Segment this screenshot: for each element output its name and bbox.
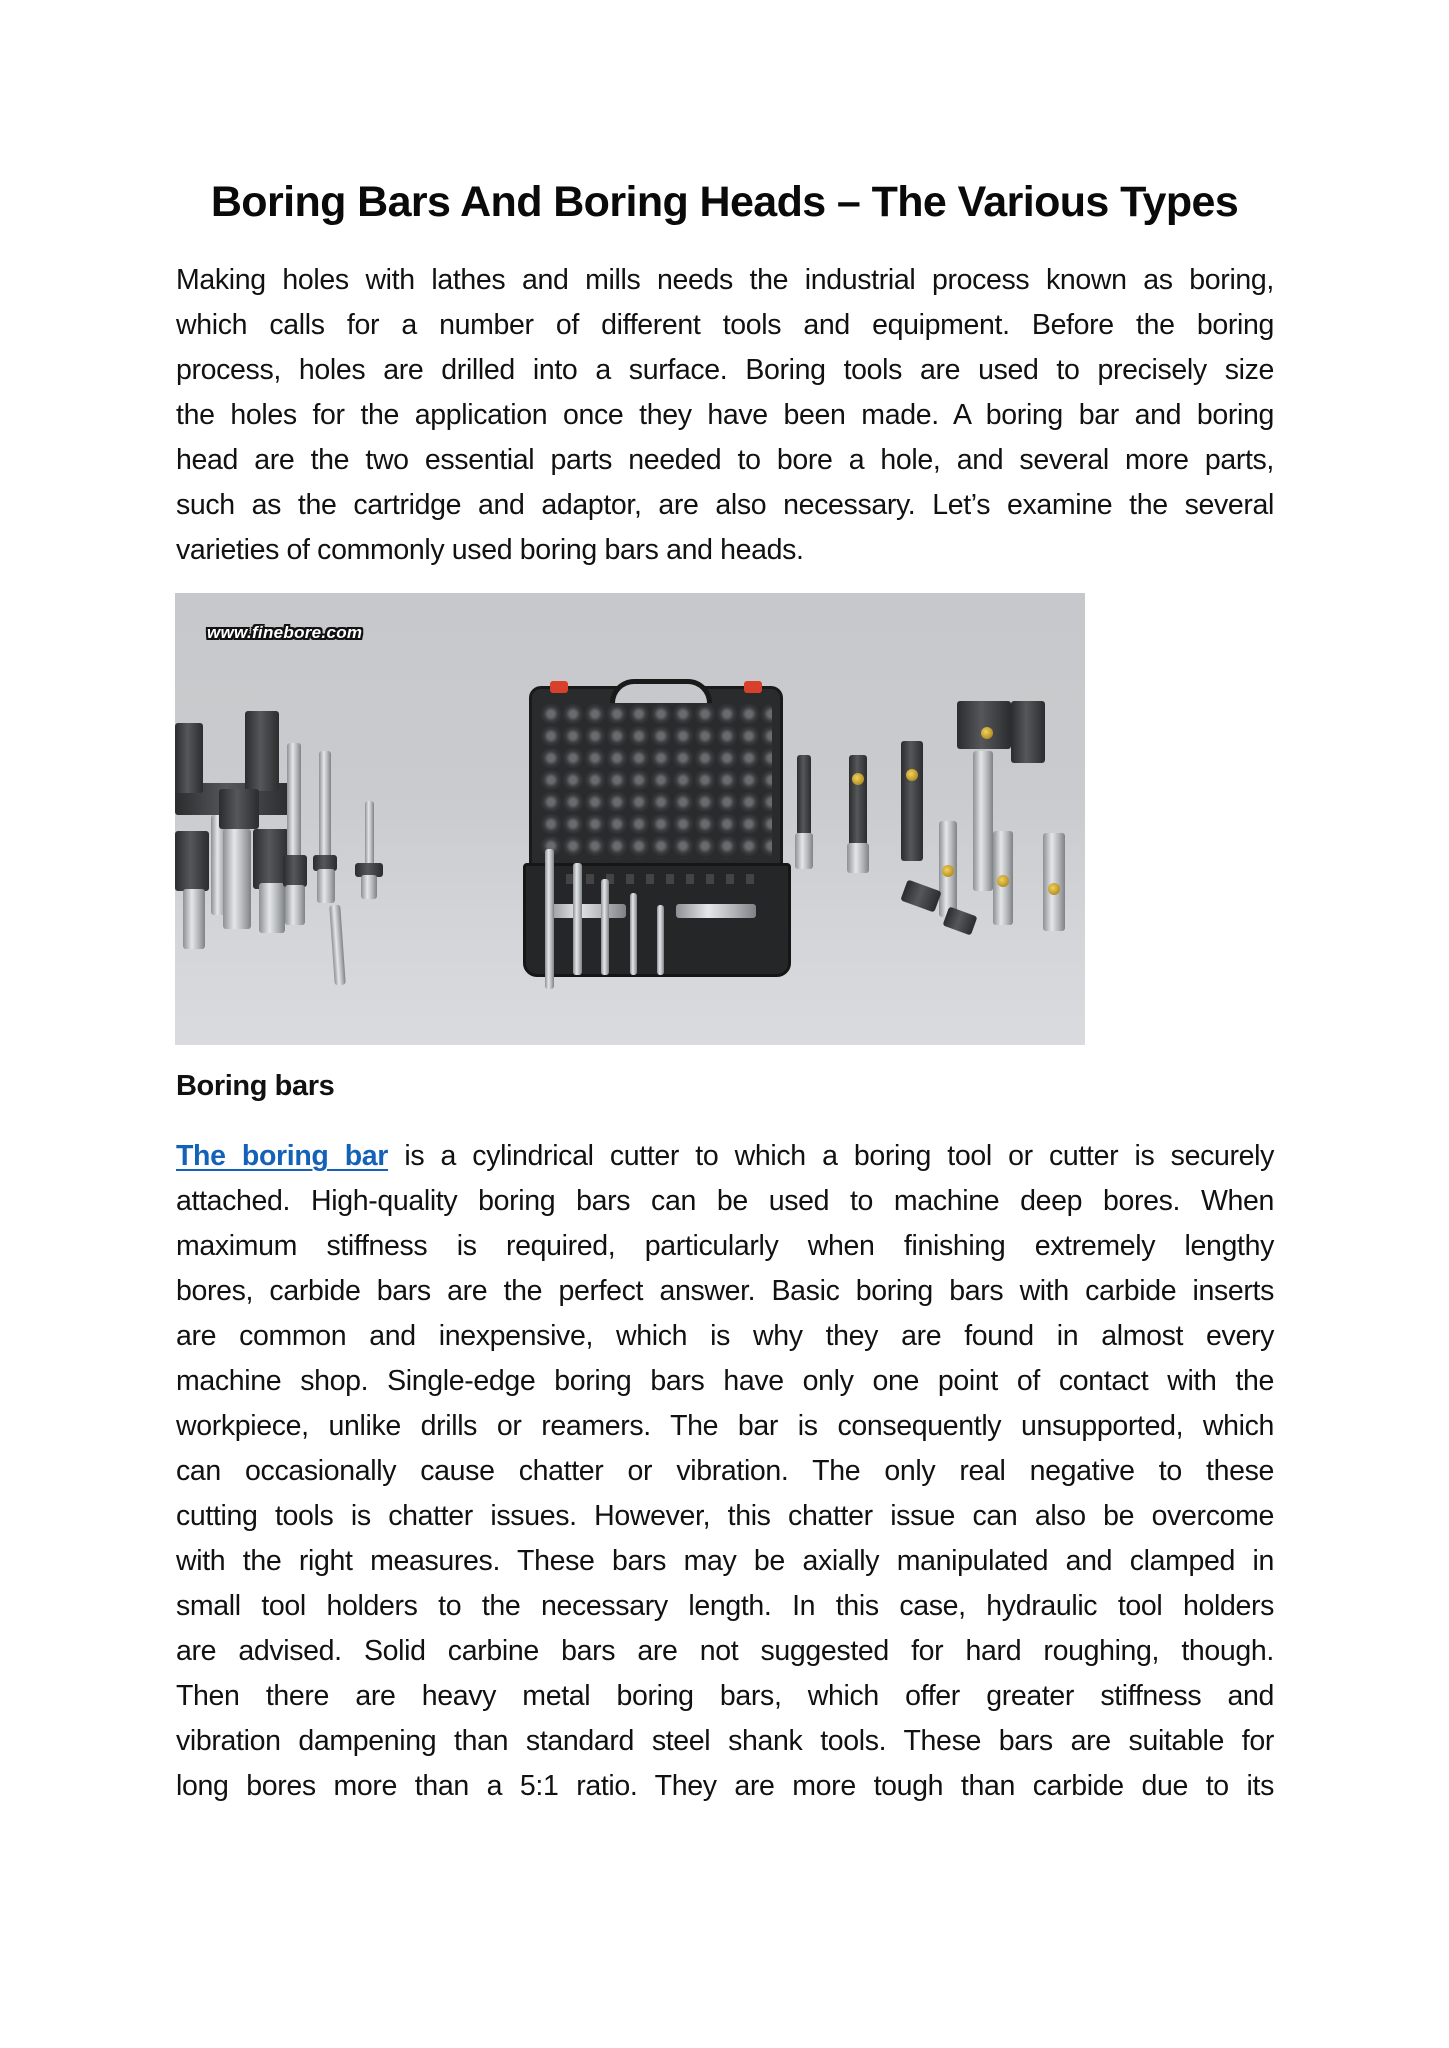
text-line: machine shop. Single-edge boring bars have only one point of contact with the [176,1365,1274,1397]
tool-holder-graphic [676,904,756,918]
boring-head-graphic [957,701,1011,749]
section-paragraph [176,1134,1274,1809]
boring-bar-graphic [319,751,331,861]
text-line: Making holes with lathes and mills needs the industrial process known as boring, [176,264,1274,296]
text-line: cutting tools is chatter issues. However, this chatter issue can also be overcome [176,1500,1274,1532]
text-line: process, holes are drilled into a surface. Boring tools are used to precisely size [176,354,1274,386]
text-line: long bores more than a 5:1 ratio. They are more tough than carbide due to its [176,1770,1274,1802]
boring-tools-photo [175,593,1085,1045]
text-line [176,1134,1274,1179]
section-heading: Boring bars [176,1070,335,1102]
text-line: are advised. Solid carbine bars are not suggested for hard roughing, though. [176,1635,1274,1667]
boring-head-graphic [245,711,279,791]
intro-paragraph [176,258,1274,573]
boring-bar-graphic [849,755,867,847]
adjustment-screw-graphic [981,727,993,739]
text-line: are common and inexpensive, which is why they are found in almost every [176,1320,1274,1352]
boring-bar-graphic [797,755,811,835]
text-line: head are the two essential parts needed to bore a hole, and several more parts, [176,444,1274,476]
text-line: attached. High-quality boring bars can be used to machine deep bores. When [176,1185,1274,1217]
boring-head-graphic [175,831,209,891]
text-line: which calls for a number of different tools and equipment. Before the boring [176,309,1274,341]
text-line: workpiece, unlike drills or reamers. The bar is consequently unsupported, which [176,1410,1274,1442]
boring-bar-graphic [259,883,285,933]
boring-bar-graphic [545,849,554,989]
boring-head-graphic [175,723,203,793]
boring-head-graphic [219,789,259,829]
boring-bar-graphic [973,751,993,891]
cartridge-graphic [942,906,977,935]
boring-bar-graphic [361,875,377,899]
boring-bar-graphic [630,893,637,975]
boring-bar-graphic [183,889,205,949]
text-line: such as the cartridge and adaptor, are also necessary. Let’s examine the several [176,489,1274,521]
watermark-text: www.finebore.com [207,623,363,642]
text-line: can occasionally cause chatter or vibration. The only real negative to these [176,1455,1274,1487]
tool-holder-graphic [546,904,626,918]
text-line: Then there are heavy metal boring bars, which offer greater stiffness and [176,1680,1274,1712]
boring-bar-graphic [601,879,609,975]
adjustment-screw-graphic [852,773,864,785]
text-line: with the right measures. These bars may be axially manipulated and clamped in [176,1545,1274,1577]
case-latch [550,681,568,693]
boring-bar-link[interactable]: The boring bar [176,1140,389,1172]
boring-bar-graphic [285,885,305,925]
boring-bar-graphic [847,843,869,873]
boring-bar-graphic [329,905,346,986]
text-span: is a cylindrical cutter to which a boring tool or cutter is securely [388,1140,1274,1172]
text-line: vibration dampening than standard steel shank tools. These bars are suitable for [176,1725,1274,1757]
text-line: varieties of commonly used boring bars and heads. [176,534,804,566]
boring-bar-graphic [317,869,335,903]
boring-bar-graphic [1043,833,1065,931]
boring-bar-graphic [901,741,923,861]
adjustment-screw-graphic [1048,883,1060,895]
text-line: maximum stiffness is required, particularly when finishing extremely lengthy [176,1230,1274,1262]
boring-bar-graphic [223,829,251,929]
boring-head-graphic [1011,701,1045,763]
boring-bar-graphic [795,833,813,869]
foam-insert [540,703,772,859]
boring-bar-graphic [657,905,664,975]
case-latch [744,681,762,693]
text-line: the holes for the application once they have been made. A boring bar and boring [176,399,1274,431]
adjustment-screw-graphic [906,769,918,781]
adjustment-screw-graphic [997,875,1009,887]
boring-bar-graphic [365,801,374,871]
adjustment-screw-graphic [942,865,954,877]
boring-head-graphic [283,855,307,887]
boring-bar-graphic [573,863,582,975]
tool-case-lid [529,686,783,870]
cartridge-graphic [900,880,941,913]
page-title: Boring Bars And Boring Heads – The Various Types [210,178,1239,226]
text-line: bores, carbide bars are the perfect answer. Basic boring bars with carbide inserts [176,1275,1274,1307]
text-line: small tool holders to the necessary length. In this case, hydraulic tool holders [176,1590,1274,1622]
